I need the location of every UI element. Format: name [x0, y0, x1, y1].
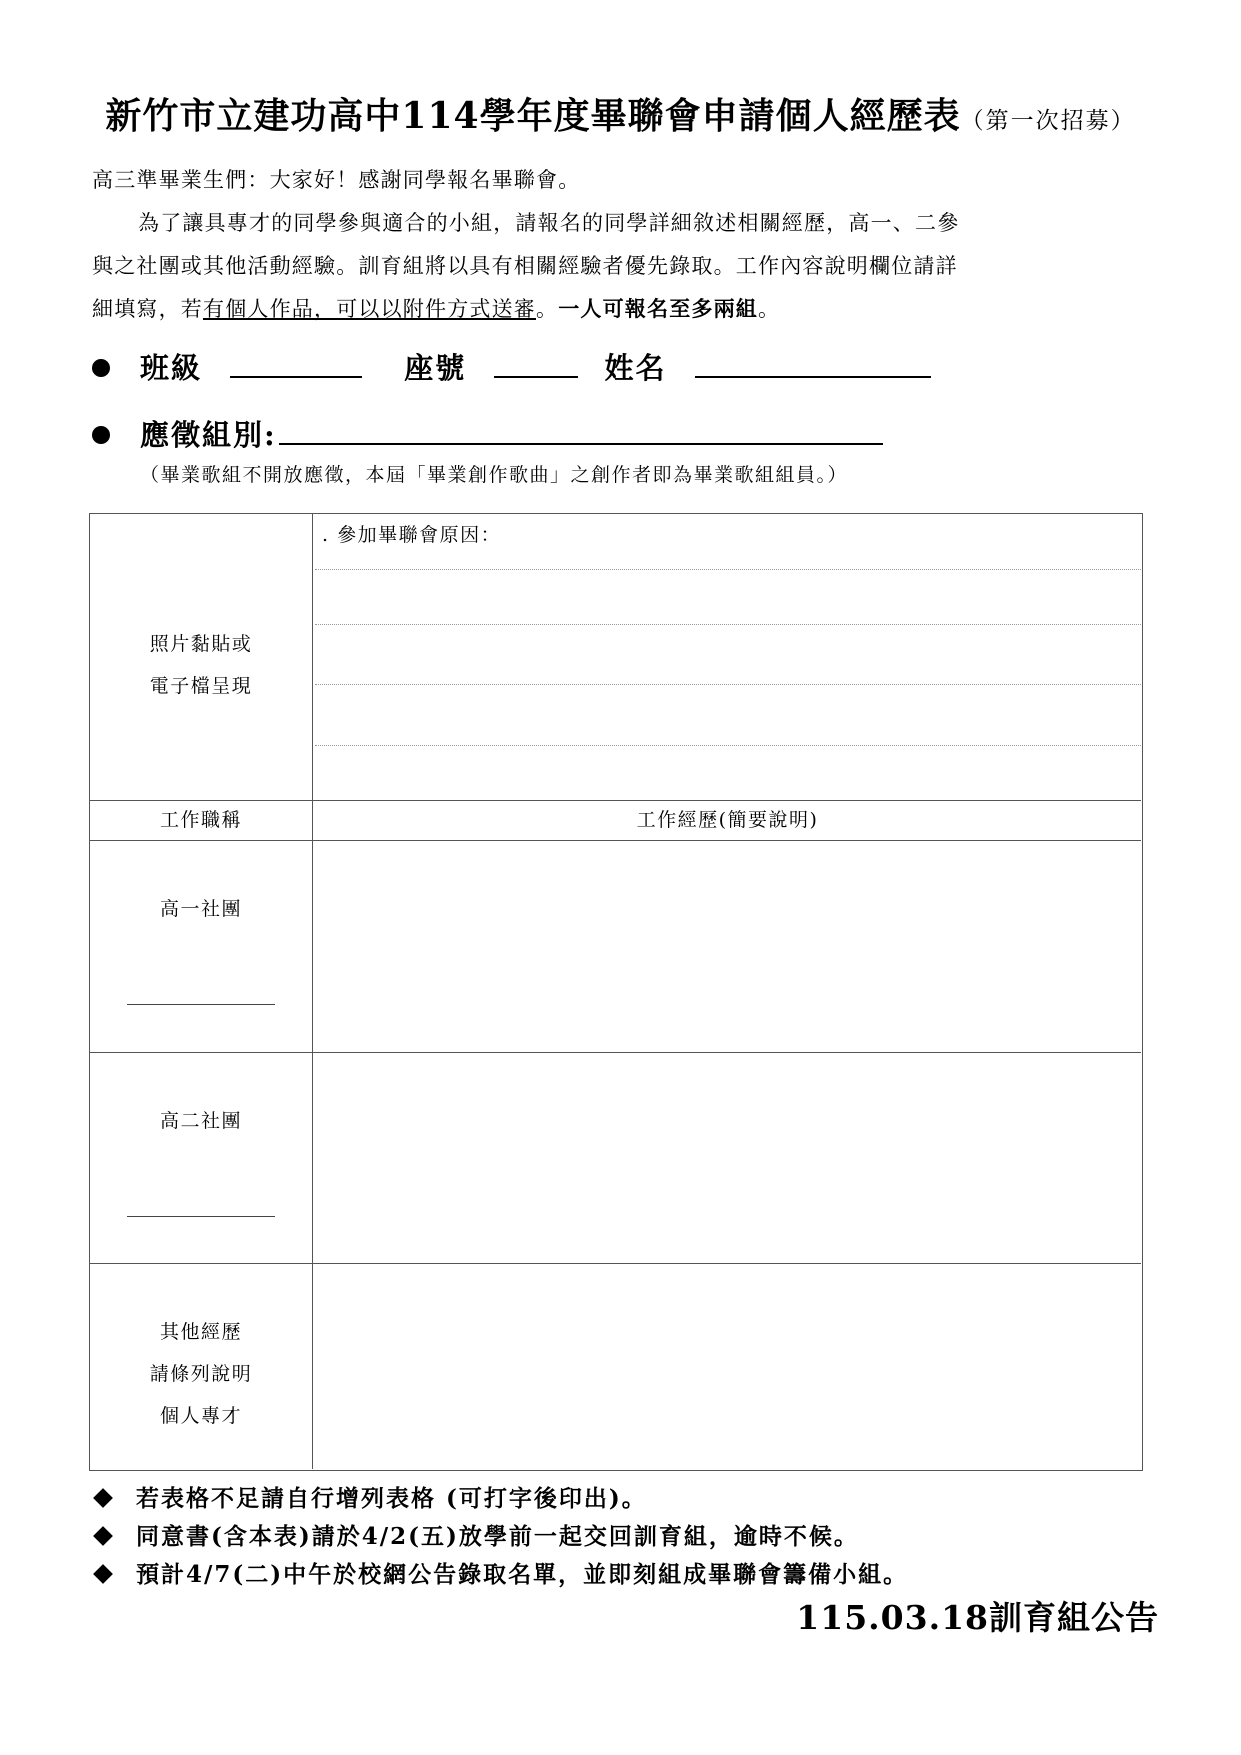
group-row: [92, 413, 883, 453]
class-field[interactable]: [230, 346, 362, 378]
footer-note-3: [92, 1556, 908, 1589]
photo-label-1: 照片黏貼或: [149, 633, 253, 655]
column-header-title: 工作職稱: [159, 809, 242, 831]
intro-line-3: [92, 289, 1162, 329]
row1-description-area[interactable]: [314, 842, 1141, 1052]
intro-line-3-bold: 一人可報名至多兩組: [558, 296, 759, 321]
intro-line-3-end: 。: [758, 297, 781, 321]
row2-description-area[interactable]: [314, 1054, 1141, 1263]
diamond-bullet-icon: [93, 1488, 113, 1508]
group-note: （畢業歌組不開放應徵，本屆「畢業創作歌曲」之創作者即為畢業歌組組員。）: [140, 464, 849, 486]
group-label: 應徵組別:: [140, 418, 277, 452]
footer-note-2-text: 同意書(含本表)請於4/2(五)放學前一起交回訓育組，逾時不候。: [136, 1523, 859, 1550]
row3-label-2: 請條列說明: [149, 1363, 253, 1385]
footer-note-1: [92, 1480, 647, 1513]
footer-note-3-text: 預計4/7(二)中午於校網公告錄取名單，並即刻組成畢聯會籌備小組。: [136, 1561, 909, 1588]
photo-area[interactable]: [90, 514, 312, 800]
reason-label: . 參加畢聯會原因：: [322, 524, 502, 546]
intro-line-2: 與之社團或其他活動經驗。訓育組將以具有相關經驗者優先錄取。工作內容說明欄位請詳: [92, 254, 958, 278]
title-main: 新竹市立建功高中114學年度畢聯會申請個人經歷表: [105, 95, 961, 137]
row2-title-blank[interactable]: [127, 1216, 275, 1217]
name-label: 姓名: [604, 351, 667, 385]
intro-line-1: 為了讓具專才的同學參與適合的小組，請報名的同學詳細敘述相關經歷，高一、二參: [138, 211, 960, 235]
bullet-dot: [92, 359, 110, 377]
photo-label-2: 電子檔呈現: [149, 675, 253, 697]
experience-table: [89, 513, 1143, 1471]
bullet-dot: [92, 426, 110, 444]
footer-note-2: [92, 1518, 859, 1551]
seat-field[interactable]: [494, 346, 578, 378]
seat-label: 座號: [404, 351, 467, 385]
page-title: [0, 88, 1241, 139]
row3-label-1: 其他經歷: [159, 1321, 242, 1343]
column-header-description: 工作經歷(簡要說明): [636, 809, 819, 831]
footer-note-1-text: 若表格不足請自行增列表格 (可打字後印出)。: [136, 1485, 647, 1512]
student-info-row: [92, 346, 931, 386]
diamond-bullet-icon: [93, 1564, 113, 1584]
row1-label: 高一社團: [159, 898, 242, 920]
announcement-date: 115.03.18訓育組公告: [796, 1598, 1159, 1637]
intro-line-3-a: 細填寫，若: [92, 297, 203, 321]
intro-line-3-b: 。: [536, 297, 559, 321]
row1-title-blank[interactable]: [127, 1004, 275, 1005]
intro-line-3-underlined: 有個人作品，可以以附件方式送審: [203, 297, 536, 321]
diamond-bullet-icon: [93, 1526, 113, 1546]
title-sub: （第一次招募）: [960, 108, 1136, 134]
intro-greeting: 高三準畢業生們：大家好！感謝同學報名畢聯會。: [92, 168, 581, 192]
name-field[interactable]: [695, 346, 931, 378]
row2-label: 高二社團: [159, 1110, 242, 1132]
class-label: 班級: [140, 351, 203, 385]
reason-input-area[interactable]: [314, 554, 1141, 800]
group-field[interactable]: [279, 413, 883, 445]
row3-label-3: 個人專才: [159, 1405, 242, 1427]
row3-description-area[interactable]: [314, 1265, 1141, 1469]
